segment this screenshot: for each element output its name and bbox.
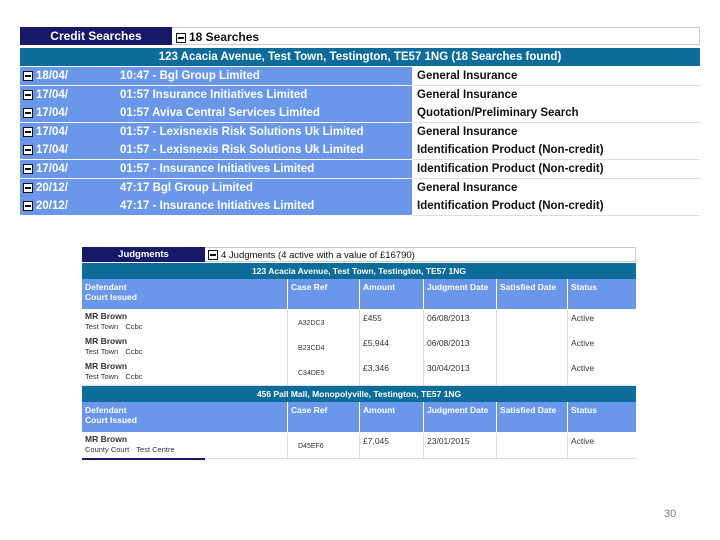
col-status: Status — [571, 405, 597, 415]
col-sdate: Satisfied Date — [497, 402, 568, 432]
judgment-row[interactable] — [82, 360, 636, 386]
judgment-header — [82, 402, 636, 432]
col-case: Case Ref — [288, 279, 360, 309]
col-court-label: Court Issued — [85, 292, 137, 302]
search-row[interactable] — [20, 123, 700, 141]
scroll-underline — [82, 458, 205, 460]
amount: £5,944 — [360, 335, 424, 360]
court: Test Town — [85, 347, 119, 356]
court-centre: Test Centre — [136, 445, 175, 454]
search-date: 17/04/ — [36, 107, 68, 120]
collapse-icon[interactable] — [208, 250, 218, 260]
status: Active — [571, 313, 595, 323]
court-centre: Ccbc — [125, 347, 143, 356]
judgments-summary[interactable] — [205, 247, 636, 262]
judgment-address-bar: 123 Acacia Avenue, Test Town, Testington, TE57 1NG — [82, 263, 636, 279]
status: Active — [571, 436, 595, 446]
search-type: Identification Product (Non-credit) — [414, 160, 700, 179]
judgment-date: 06/08/2013 — [424, 335, 497, 360]
satisfied-date — [497, 360, 568, 385]
search-date: 17/04/ — [36, 125, 68, 138]
defendant-name: MR Brown — [85, 311, 128, 321]
col-case: Case Ref — [288, 402, 360, 432]
col-defendant-label: Defendant — [85, 405, 127, 415]
judgment-header — [82, 279, 636, 309]
judgment-date: 30/04/2013 — [424, 360, 497, 385]
amount: £7,045 — [360, 433, 424, 458]
satisfied-date — [497, 335, 568, 360]
search-type: General Insurance — [414, 67, 700, 86]
col-defendant — [82, 402, 288, 432]
tab-credit-searches[interactable]: Credit Searches — [20, 27, 172, 45]
tab-judgments[interactable]: Judgments — [82, 247, 205, 262]
search-date: 17/04/ — [36, 163, 68, 175]
judgment-date: 06/08/2013 — [424, 310, 497, 335]
satisfied-date — [497, 433, 568, 458]
collapse-icon[interactable] — [176, 33, 186, 43]
col-jdate: Judgment Date — [424, 279, 497, 309]
satisfied-date — [497, 310, 568, 335]
court-centre: Ccbc — [125, 372, 143, 381]
search-row[interactable] — [20, 67, 700, 85]
search-company: 01:57 - Insurance Initiatives Limited — [120, 163, 315, 175]
status: Active — [571, 338, 595, 348]
expand-icon[interactable] — [23, 127, 33, 137]
defendant-name: MR Brown — [85, 336, 128, 346]
case-ref: D45EF6 — [288, 433, 360, 458]
col-court-label: Court Issued — [85, 415, 137, 425]
search-type: Identification Product (Non-credit) — [414, 141, 700, 160]
credit-summary[interactable] — [172, 27, 700, 45]
amount: £455 — [360, 310, 424, 335]
amount: £3,346 — [360, 360, 424, 385]
col-amount: Amount — [360, 279, 424, 309]
search-row[interactable] — [20, 104, 700, 122]
col-defendant — [82, 279, 288, 309]
judgment-date: 23/01/2015 — [424, 433, 497, 458]
judgments-summary-text: 4 Judgments (4 active with a value of £16790) — [221, 250, 415, 261]
col-amount: Amount — [360, 402, 424, 432]
col-status: Status — [571, 282, 597, 292]
expand-icon[interactable] — [23, 71, 33, 81]
case-ref: C34DE5 — [288, 360, 360, 385]
search-row[interactable] — [20, 197, 700, 215]
case-ref: B23CD4 — [288, 335, 360, 360]
judgment-address-bar: 456 Pall Mall, Monopolyville, Testington, TE57 1NG — [82, 386, 636, 402]
search-type: General Insurance — [414, 123, 700, 142]
status: Active — [571, 363, 595, 373]
credit-summary-text: 18 Searches — [189, 30, 260, 44]
search-type: General Insurance — [414, 179, 700, 198]
search-date: 20/12/ — [36, 200, 68, 213]
col-defendant-label: Defendant — [85, 282, 127, 292]
search-company: 47:17 - Insurance Initiatives Limited — [120, 200, 315, 213]
search-type: Quotation/Preliminary Search — [414, 104, 700, 123]
court: Test Town — [85, 372, 119, 381]
search-date: 20/12/ — [36, 181, 68, 194]
search-date: 17/04/ — [36, 144, 68, 157]
search-row[interactable] — [20, 141, 700, 159]
col-sdate: Satisfied Date — [497, 279, 568, 309]
expand-icon[interactable] — [23, 145, 33, 155]
judgment-row[interactable] — [82, 335, 636, 361]
judgment-row[interactable] — [82, 433, 636, 459]
search-row[interactable] — [20, 179, 700, 197]
expand-icon[interactable] — [23, 201, 33, 211]
search-company: 01:57 - Lexisnexis Risk Solutions Uk Limited — [120, 125, 364, 138]
court: Test Town — [85, 322, 119, 331]
search-type: Identification Product (Non-credit) — [414, 197, 700, 216]
search-row[interactable] — [20, 86, 700, 104]
case-ref: A32DC3 — [288, 310, 360, 335]
search-date: 17/04/ — [36, 88, 68, 101]
expand-icon[interactable] — [23, 108, 33, 118]
search-type: General Insurance — [414, 86, 700, 105]
search-company: 10:47 - Bgl Group Limited — [120, 70, 260, 82]
court-centre: Ccbc — [125, 322, 143, 331]
col-jdate: Judgment Date — [424, 402, 497, 432]
judgment-row[interactable] — [82, 310, 636, 336]
search-company: 01:57 Insurance Initiatives Limited — [120, 88, 308, 101]
credit-address-bar: 123 Acacia Avenue, Test Town, Testington, TE57 1NG (18 Searches found) — [20, 48, 700, 66]
expand-icon[interactable] — [23, 183, 33, 193]
search-company: 47:17 Bgl Group Limited — [120, 181, 253, 194]
search-row[interactable] — [20, 160, 700, 178]
page-number: 30 — [664, 508, 677, 520]
court: County Court — [85, 445, 130, 454]
search-company: 01:57 Aviva Central Services Limited — [120, 107, 320, 120]
expand-icon[interactable] — [23, 90, 33, 100]
search-date: 18/04/ — [36, 70, 68, 82]
search-company: 01:57 - Lexisnexis Risk Solutions Uk Limited — [120, 144, 364, 157]
defendant-name: MR Brown — [85, 434, 128, 444]
defendant-name: MR Brown — [85, 361, 128, 371]
expand-icon[interactable] — [23, 164, 33, 174]
